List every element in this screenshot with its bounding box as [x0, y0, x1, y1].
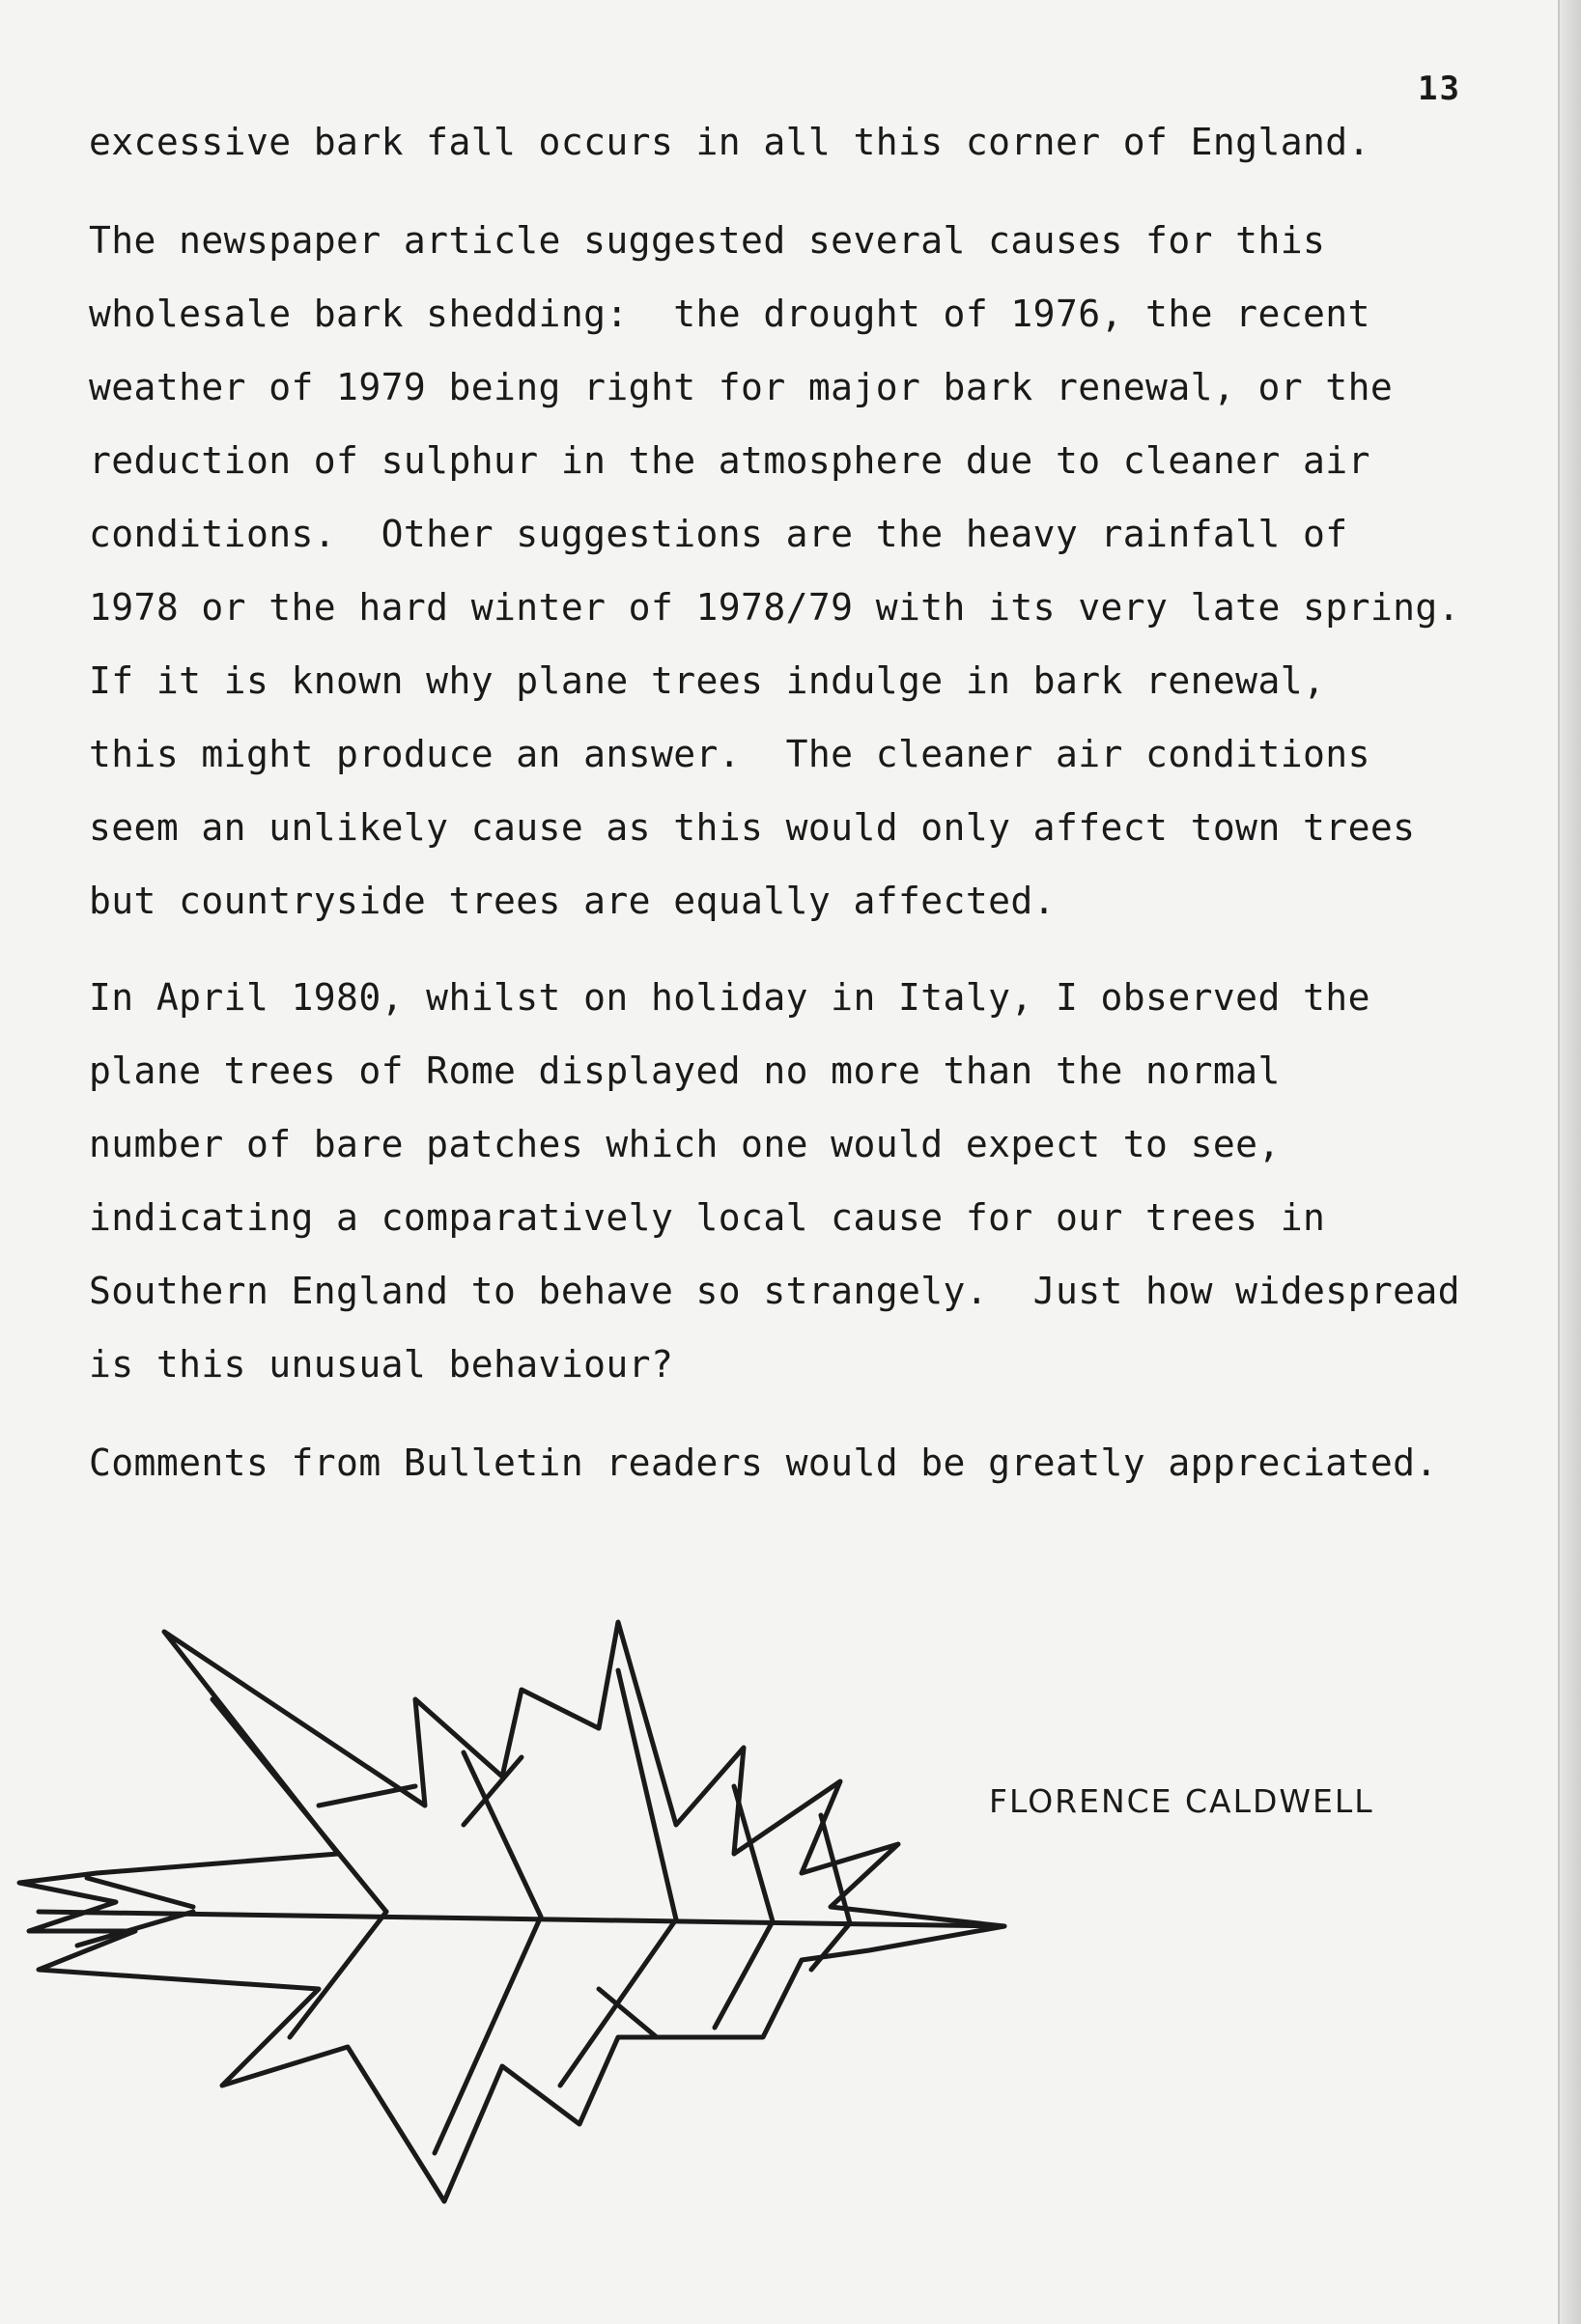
- text-line: indicating a comparatively local cause for our trees in: [89, 1196, 1326, 1239]
- page-shadow: [1560, 0, 1581, 2324]
- leaf-vein: [290, 1912, 386, 2037]
- text-line: seem an unlikely cause as this would only affect town trees: [89, 806, 1416, 849]
- text-line: number of bare patches which one would expect to see,: [89, 1123, 1281, 1165]
- leaf-vein: [87, 1878, 193, 1907]
- text-line: plane trees of Rome displayed no more than the normal: [89, 1050, 1281, 1092]
- text-line: In April 1980, whilst on holiday in Italy, I observed the: [89, 976, 1370, 1019]
- text-line: excessive bark fall occurs in all this corner of England.: [89, 121, 1370, 163]
- text-line: The newspaper article suggested several causes for this: [89, 219, 1326, 262]
- text-line: wholesale bark shedding: the drought of 1976, the recent: [89, 293, 1370, 335]
- text-line: Southern England to behave so strangely. Just how widespread: [89, 1270, 1460, 1312]
- author-signature: FLORENCE CALDWELL: [989, 1782, 1374, 1820]
- text-line: 1978 or the hard winter of 1978/79 with its very late spring.: [89, 586, 1460, 629]
- text-line: reduction of sulphur in the atmosphere due to cleaner air: [89, 439, 1370, 482]
- text-line: but countryside trees are equally affected.: [89, 880, 1056, 922]
- leaf-drawing: [0, 1583, 1062, 2259]
- page-number: 13: [1418, 70, 1461, 108]
- leaf-vein: [319, 1786, 415, 1806]
- leaf-vein: [599, 1989, 657, 2037]
- text-line: this might produce an answer. The cleaner air conditions: [89, 733, 1370, 775]
- text-line: is this unusual behaviour?: [89, 1343, 674, 1386]
- leaf-vein: [715, 1921, 773, 2028]
- text-line: weather of 1979 being right for major bark renewal, or the: [89, 366, 1394, 408]
- leaf-vein: [811, 1923, 850, 1970]
- text-line: If it is known why plane trees indulge in bark renewal,: [89, 659, 1326, 702]
- leaf-vein: [734, 1786, 773, 1921]
- leaf-vein: [212, 1699, 386, 1912]
- leaf-vein: [435, 1917, 541, 2153]
- text-line: conditions. Other suggestions are the heavy rainfall of: [89, 513, 1348, 555]
- text-line: Comments from Bulletin readers would be greatly appreciated.: [89, 1442, 1438, 1484]
